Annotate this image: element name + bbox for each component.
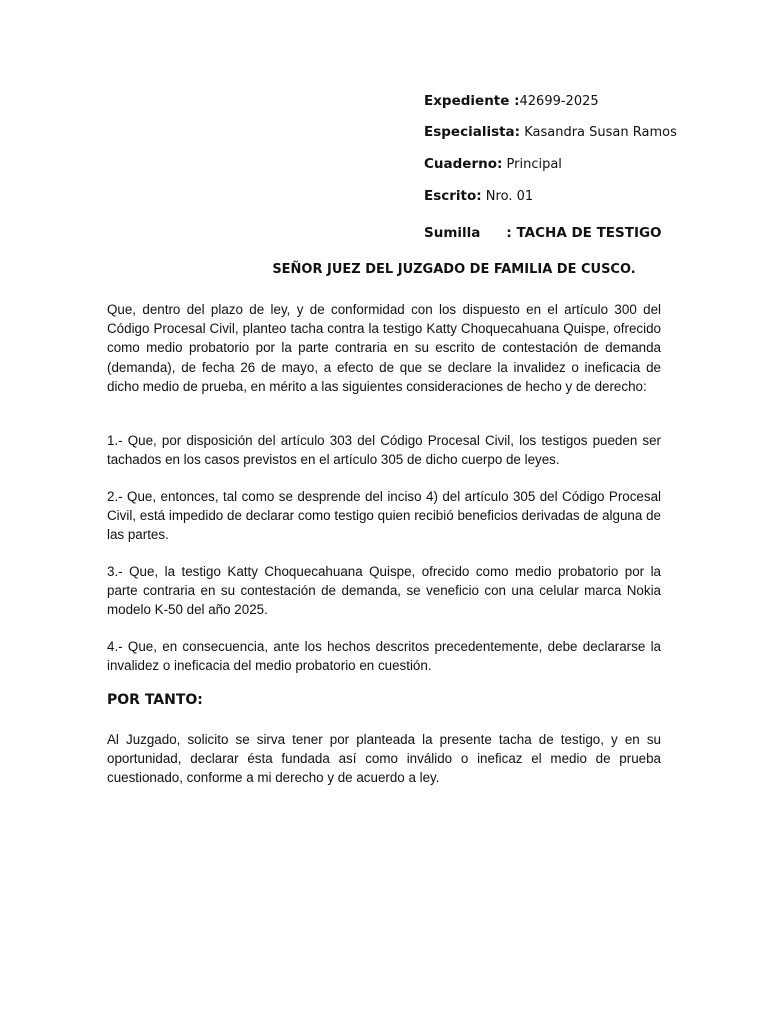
point-1-paragraph: 1.- Que, por disposición del artículo 303 del Código Procesal Civil, los testigos pueden ser tachados en los casos previstos en el artículo 305 de dicho cuerpo de leyes.: [107, 433, 661, 468]
addressee-heading: SEÑOR JUEZ DEL JUZGADO DE FAMILIA DE CUSCO.: [272, 262, 636, 277]
especialista-label: Especialista:: [424, 124, 521, 140]
sumilla-row: [424, 224, 662, 243]
point-3-paragraph: 3.- Que, la testigo Katty Choquecahuana Quispe, ofrecido como medio probatorio por la parte contraria en su contestación de demanda, se veneficio con una celular marca Nokia modelo K-50 del año 2025.: [107, 564, 661, 618]
expediente-value: 42699-2025: [519, 94, 599, 109]
sumilla-label: Sumilla: [424, 225, 481, 241]
sumilla-value: : TACHA DE TESTIGO: [506, 225, 662, 241]
cuaderno-value: Principal: [502, 157, 562, 172]
expediente-row: [424, 92, 599, 111]
por-tanto-heading: POR TANTO:: [107, 692, 203, 708]
closing-paragraph: Al Juzgado, solicito se sirva tener por planteada la presente tacha de testigo, y en su oportunidad, declarar ésta fundada así como inválido o ineficaz el medio de prueba cuestionado, conforme a mi derecho y de acuerdo a ley.: [107, 732, 661, 786]
especialista-value: Kasandra Susan Ramos: [520, 125, 677, 140]
escrito-value: Nro. 01: [481, 189, 534, 204]
escrito-label: Escrito:: [424, 188, 482, 204]
especialista-row: [424, 123, 677, 142]
point-2-paragraph: 2.- Que, entonces, tal como se desprende del inciso 4) del artículo 305 del Código Procesal Civil, está impedido de declarar como testigo quien recibió beneficios derivadas de alguna de las partes.: [107, 489, 661, 543]
point-4-paragraph: 4.- Que, en consecuencia, ante los hechos descritos precedentemente, debe declararse la invalidez o ineficacia del medio probatorio en cuestión.: [107, 639, 661, 674]
cuaderno-row: [424, 155, 562, 174]
intro-paragraph: Que, dentro del plazo de ley, y de conformidad con los dispuesto en el artículo 300 del Código Procesal Civil, planteo tacha contra la testigo Katty Choquecahuana Quispe, ofrecido como medio probatorio por la parte contraria en su escrito de contestación de demanda (demanda), de fecha 26 de mayo, a efecto de que se declare la invalidez o ineficacia de dicho medio de prueba, en mérito a las siguientes consideraciones de hecho y de derecho:: [107, 302, 661, 394]
cuaderno-label: Cuaderno:: [424, 156, 503, 172]
expediente-label: Expediente :: [424, 93, 520, 109]
escrito-row: [424, 187, 533, 206]
